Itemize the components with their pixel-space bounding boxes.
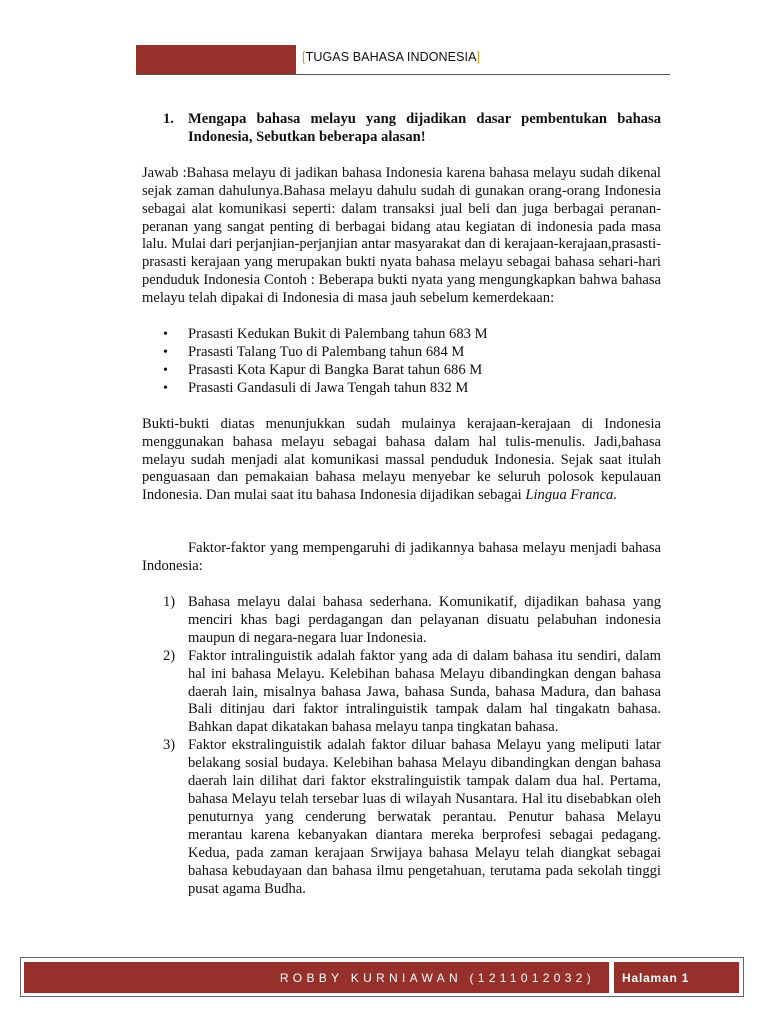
lingua-franca-term: Lingua Franca.	[525, 487, 618, 504]
list-item: • Prasasti Talang Tuo di Palembang tahun 684 M	[142, 344, 661, 362]
header-title-text: TUGAS BAHASA INDONESIA	[305, 50, 477, 64]
header-accent-bar	[136, 45, 296, 74]
list-item	[142, 737, 661, 898]
list-item	[142, 594, 661, 648]
factor-number: 3)	[163, 737, 176, 754]
list-item: • Prasasti Gandasuli di Jawa Tengah tahun 832 M	[142, 380, 661, 398]
header-rule	[136, 74, 670, 75]
list-item: • Prasasti Kedukan Bukit di Palembang tahun 683 M	[142, 326, 661, 344]
document-body	[142, 111, 661, 898]
evidence-text: Bukti-bukti diatas menunjukkan sudah mulainya kerajaan-kerajaan di Indonesia menggunakan bahasa melayu sebagai bahasa dalam hal tulis-menulis. Jadi,bahasa melayu sudah menjadi alat komunikasi massal penduduk Indonesia. Sejak saat itulah penguasaan dan pemakaian bahasa melayu menyebar ke seluruh polosok kepulauan Indonesia. Dan mulai saat itu bahasa Indonesia dijadikan sebagai	[142, 415, 661, 504]
header-title	[302, 50, 480, 64]
question-number: 1.	[163, 111, 174, 127]
list-item	[142, 648, 661, 738]
answer-paragraph: Jawab :Bahasa melayu di jadikan bahasa Indonesia karena bahasa melayu sudah dikenal sejak zaman dahulunya.Bahasa melayu dahulu sudah di gunakan orang-orang Indonesia sebagai alat komunikasi seperti: dalam transaksi jual beli dan juga berbagai peranan-peranan yang sangat penting di berbagai bidang atau kegiatan di indonesia pada masa lalu. Mulai dari perjanjian-perjanjian antar masyarakat dan di kerajaan-kerajaan,prasasti-prasasti kerajaan yang merupakan bukti nyata bahasa melayu sebagai bahasa sehari-hari penduduk Indonesia Contoh : Beberapa bukti nyata yang mengungkapkan bahwa bahasa melayu telah dipakai di Indonesia di masa jauh sebelum kemerdekaan:	[142, 164, 661, 307]
question	[142, 111, 661, 147]
list-item: • Prasasti Kota Kapur di Bangka Barat tahun 686 M	[142, 362, 661, 380]
factor-number: 2)	[163, 647, 176, 664]
factor-text: Faktor intralinguistik adalah faktor yang ada di dalam bahasa itu sendiri, dalam hal ini bahasa Melayu. Kelebihan bahasa Melayu dibandingkan dengan bahasa daerah lain, misalnya bahasa Jawa, bahasa Sunda, bahasa Madura, dan bahasa Bali ditinjau dari faktor intralinguistik tampak dalam hal tingakatn bahasa. Bahkan dapat dikatakan bahasa melayu tanpa tingkatan bahasa.	[188, 647, 661, 736]
header-bracket-open: [	[302, 50, 306, 64]
factor-text: Faktor ekstralinguistik adalah faktor diluar bahasa Melayu yang meliputi latar belakang sosial budaya. Kelebihan bahasa Melayu dibandingkan dengan bahasa daerah lain dilihat dari faktor ekstralinguistik tampak dalam dua hal. Pertama, bahasa Melayu telah tersebar luas di wilayah Nusantara. Hal itu disebabkan oleh penuturnya yang cenderung berwatak perantau. Penutur bahasa Melayu merantau karena kebanyakan diantara mereka berprofesi sebagai pedagang. Kedua, pada zaman kerajaan Srwijaya bahasa Melayu telah diangkat sebagai bahasa kebudayaan dan bahasa ilmu pengetahuan, terutama pada sekolah tinggi pusat agama Budha.	[188, 737, 661, 897]
factor-number: 1)	[163, 594, 176, 611]
inscription-list	[142, 326, 661, 398]
factors-list	[142, 594, 661, 898]
evidence-paragraph	[142, 416, 661, 506]
header-bracket-close: ]	[476, 50, 481, 64]
factor-text: Bahasa melayu dalai bahasa sederhana. Komunikatif, dijadikan bahasa yang menciri khas bagi perdagangan dan pelayanan disuatu pelabuhan indonesia maupun di negara-negara luar Indonesia.	[188, 594, 661, 646]
factors-intro: Faktor-faktor yang mempengaruhi di jadikannya bahasa melayu menjadi bahasa Indonesia:	[142, 540, 661, 575]
question-text: Mengapa bahasa melayu yang dijadikan dasar pembentukan bahasa Indonesia, Sebutkan beberapa alasan!	[188, 111, 661, 145]
footer-page-number: Halaman 1	[622, 970, 690, 985]
footer-author: ROBBY KURNIAWAN (1211012032)	[279, 970, 595, 985]
